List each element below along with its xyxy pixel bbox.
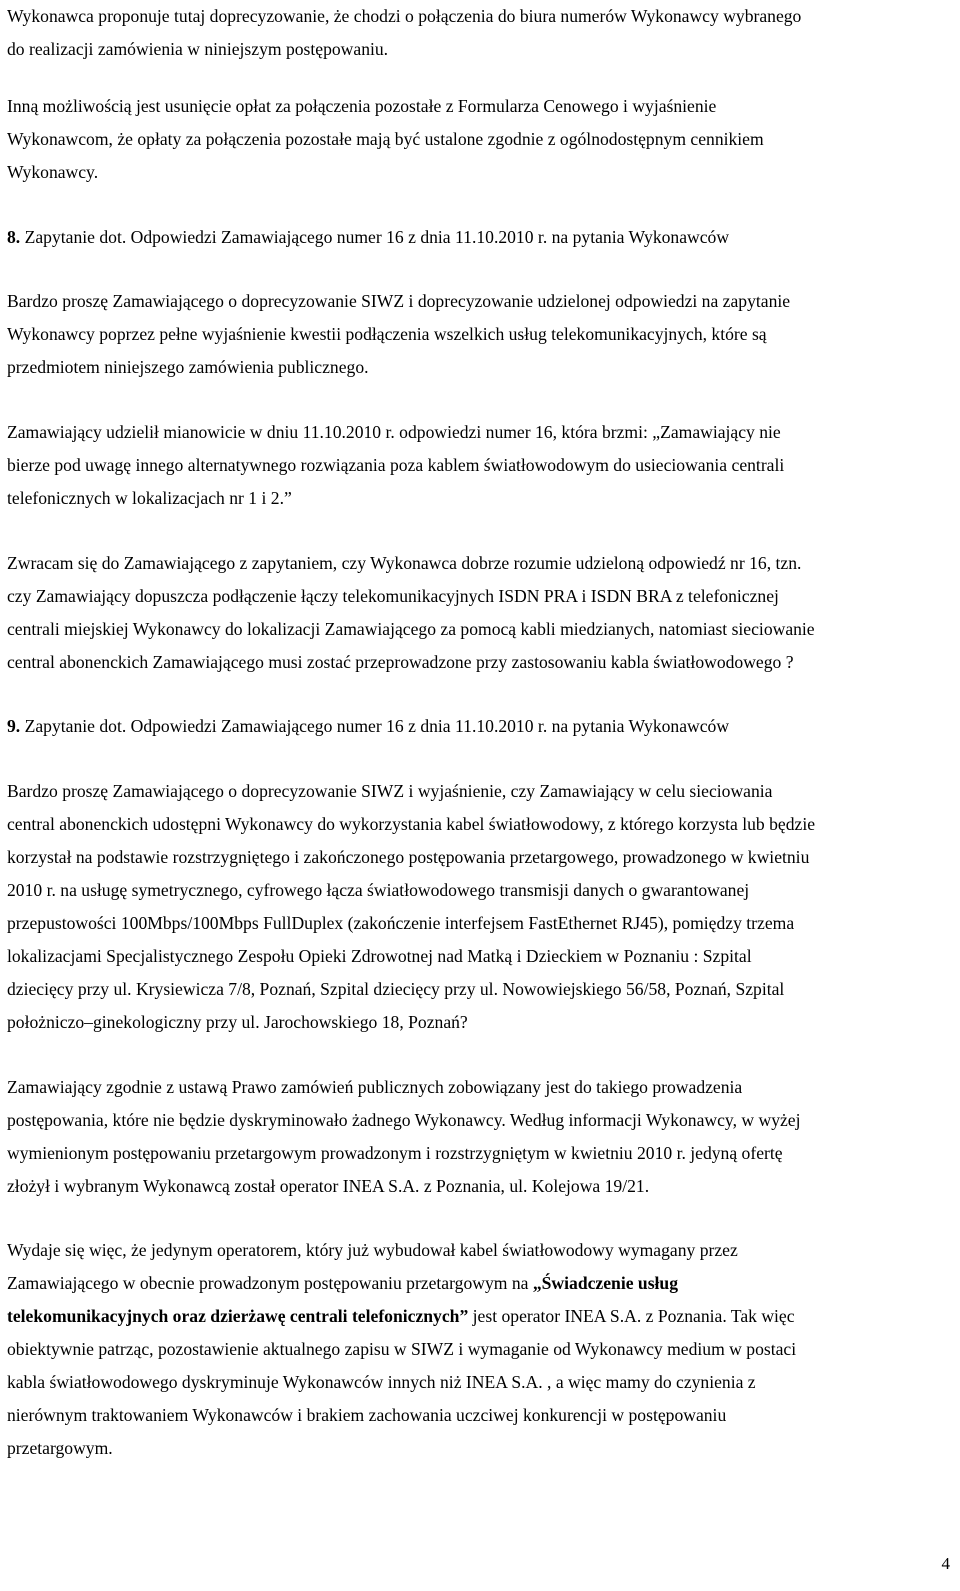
section-heading-9: 9. Zapytanie dot. Odpowiedzi Zamawiającego numer 16 z dnia 11.10.2010 r. na pytania Wykonawców bbox=[7, 716, 730, 736]
text-line: przetargowym. bbox=[7, 1438, 113, 1458]
text-line: nierównym traktowaniem Wykonawców i brakiem zachowania uczciwej konkurencji w postępowaniu bbox=[7, 1405, 727, 1425]
quoted-title: telekomunikacyjnych oraz dzierżawę centrali telefonicznych” bbox=[7, 1306, 469, 1326]
text-line: Inną możliwością jest usunięcie opłat za połączenia pozostałe z Formularza Cenowego i wyjaśnienie bbox=[7, 96, 717, 116]
text-line: 2010 r. na usługę symetrycznego, cyfrowego łącza światłowodowego transmisji danych o gwarantowanej bbox=[7, 880, 750, 900]
text-line: Wykonawcy poprzez pełne wyjaśnienie kwestii podłączenia wszelkich usług telekomunikacyjnych, które są bbox=[7, 324, 767, 344]
text-line: Zamawiający zgodnie z ustawą Prawo zamówień publicznych zobowiązany jest do takiego prowadzenia bbox=[7, 1077, 743, 1097]
text-line: przedmiotem niniejszego zamówienia publicznego. bbox=[7, 357, 369, 377]
text-line: Wykonawcy. bbox=[7, 162, 99, 182]
text-line: położniczo–ginekologiczny przy ul. Jarochowskiego 18, Poznań? bbox=[7, 1012, 468, 1032]
text-line: kabla światłowodowego dyskryminuje Wykonawców innych niż INEA S.A. , a więc mamy do czynienia z bbox=[7, 1372, 756, 1392]
text-line: przepustowości 100Mbps/100Mbps FullDuplex (zakończenie interfejsem FastEthernet RJ45), pomiędzy trzema bbox=[7, 913, 795, 933]
text-line: obiektywnie patrząc, pozostawienie aktualnego zapisu w SIWZ i wymaganie od Wykonawcy medium w postaci bbox=[7, 1339, 797, 1359]
text-line: centrali miejskiej Wykonawcy do lokalizacji Zamawiającego za pomocą kabli miedzianych, natomiast sieciowanie bbox=[7, 619, 815, 639]
section-number: 8. bbox=[7, 227, 21, 247]
text-line: Zwracam się do Zamawiającego z zapytaniem, czy Wykonawca dobrze rozumie udzieloną odpowiedź nr 16, tzn. bbox=[7, 553, 802, 573]
text-line: Wykonawca proponuje tutaj doprecyzowanie, że chodzi o połączenia do biura numerów Wykonawcy wybranego bbox=[7, 6, 802, 26]
text-line: lokalizacjami Specjalistycznego Zespołu Opieki Zdrowotnej nad Matką i Dzieckiem w Poznaniu : Szpital bbox=[7, 946, 752, 966]
text-line: wymienionym postępowaniu przetargowym prowadzonym i rozstrzygniętym w kwietniu 2010 r. jedyną ofertę bbox=[7, 1143, 783, 1163]
text-line: Zamawiający udzielił mianowicie w dniu 11.10.2010 r. odpowiedzi numer 16, która brzmi: „Zamawiający nie bbox=[7, 422, 781, 442]
text-line: central abonenckich Zamawiającego musi zostać przeprowadzone przy zastosowaniu kabla światłowodowego ? bbox=[7, 652, 794, 672]
text-line: central abonenckich udostępni Wykonawcy do wykorzystania kabel światłowodowy, z którego korzysta lub będzie bbox=[7, 814, 816, 834]
text-line: Wydaje się więc, że jedynym operatorem, który już wybudował kabel światłowodowy wymagany przez bbox=[7, 1240, 738, 1260]
text-line: telefonicznych w lokalizacjach nr 1 i 2.” bbox=[7, 488, 292, 508]
text-line: dziecięcy przy ul. Krysiewicza 7/8, Poznań, Szpital dziecięcy przy ul. Nowowiejskiego 56/58, Poznań, Szpital bbox=[7, 979, 785, 999]
text-line: korzystał na podstawie rozstrzygniętego i zakończonego postępowania przetargowego, prowadzonego w kwietniu bbox=[7, 847, 810, 867]
quoted-title: „Świadczenie usług bbox=[532, 1273, 679, 1293]
page-number: 4 bbox=[941, 1554, 950, 1573]
text-line: czy Zamawiający dopuszcza podłączenie łączy telekomunikacyjnych ISDN PRA i ISDN BRA z telefonicznej bbox=[7, 586, 779, 606]
text-line: do realizacji zamówienia w niniejszym postępowaniu. bbox=[7, 39, 389, 59]
text-line: telekomunikacyjnych oraz dzierżawę centrali telefonicznych” jest operator INEA S.A. z Poznania. Tak więc bbox=[7, 1306, 795, 1326]
text-line: Wykonawcom, że opłaty za połączenia pozostałe mają być ustalone zgodnie z ogólnodostępnym cennikiem bbox=[7, 129, 764, 149]
section-number: 9. bbox=[7, 716, 21, 736]
text-line: Bardzo proszę Zamawiającego o doprecyzowanie SIWZ i wyjaśnienie, czy Zamawiający w celu sieciowania bbox=[7, 781, 773, 801]
section-heading-8: 8. Zapytanie dot. Odpowiedzi Zamawiającego numer 16 z dnia 11.10.2010 r. na pytania Wykonawców bbox=[7, 227, 730, 247]
text-line: Bardzo proszę Zamawiającego o doprecyzowanie SIWZ i doprecyzowanie udzielonej odpowiedzi na zapytanie bbox=[7, 291, 791, 311]
text-line: bierze pod uwagę innego alternatywnego rozwiązania poza kablem światłowodowym do usieciowania centrali bbox=[7, 455, 785, 475]
text-line: postępowania, które nie będzie dyskryminowało żadnego Wykonawcy. Według informacji Wykonawcy, w wyżej bbox=[7, 1110, 801, 1130]
text-line: złożył i wybranym Wykonawcą został operator INEA S.A. z Poznania, ul. Kolejowa 19/21. bbox=[7, 1176, 650, 1196]
text-line: Zamawiającego w obecnie prowadzonym postępowaniu przetargowym na „Świadczenie usług bbox=[7, 1273, 679, 1293]
